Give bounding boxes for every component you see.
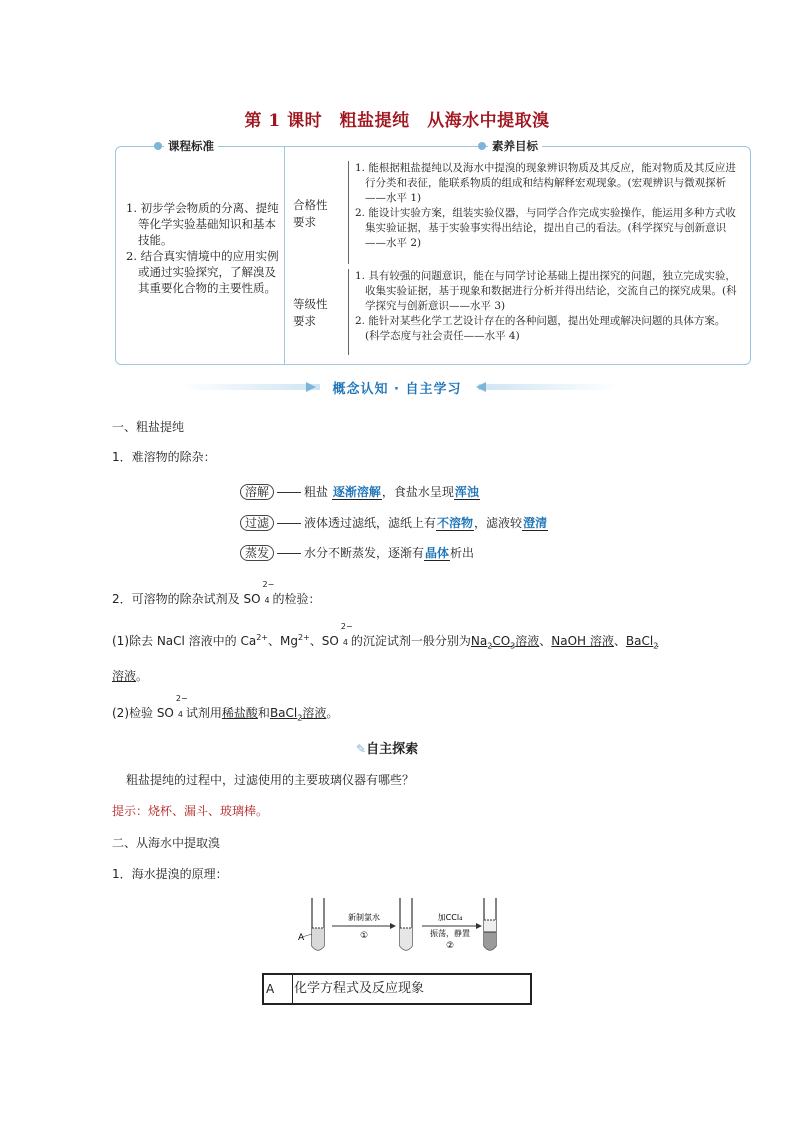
section1-item2: 2．可溶物的除杂试剂及 SO 2− 4 的检验：: [112, 580, 321, 606]
explore-heading: ✎自主探索: [356, 742, 419, 757]
goal-item: 2. 能设计实验方案，组装实验仪器，与同学合作完成实验操作，能运用多种方式收集实验证据，基于实验事实得出结论，提出自己的看法。(科学探究与创新意识——水平 2): [355, 207, 736, 249]
answer-blank: 逐渐溶解: [332, 485, 381, 499]
step-evaporate: 蒸发 水分不断蒸发，逐渐有晶体析出: [240, 544, 474, 561]
explore-hint: 提示：烧杯、漏斗、玻璃棒。: [112, 804, 269, 818]
banner-text: 概念认知 · 自主学习: [332, 382, 462, 397]
page-title: 第 1 课时 粗盐提纯 从海水中提取溴: [244, 111, 550, 131]
arrow2-step: ②: [445, 941, 455, 951]
section2-heading: 二、从海水中提取溴: [112, 836, 221, 850]
step-filter: 过滤 液体透过滤纸，滤纸上有不溶物，滤液较澄清: [240, 514, 548, 531]
explore-question: 粗盐提纯的过程中，过滤使用的主要玻璃仪器有哪些？: [126, 773, 415, 787]
goal-item: 2. 能针对某些化学工艺设计存在的各种问题，提出处理或解决问题的具体方案。(科学态度与社会责任——水平 4): [355, 315, 726, 342]
goal-item: 1. 能根据粗盐提纯以及海水中提溴的现象辨识物质及其反应，能对物质及其反应进行分类和表征，能联系物质的组成和结构解释宏观现象。(宏观辨识与微观探析——水平 1): [355, 162, 736, 204]
answer-bacl2: BaCl$_2$溶液: [269, 706, 327, 723]
section1-heading: 一、粗盐提纯: [112, 420, 185, 434]
sulfate-test: (2)检验 SO 2− 4 试剂用稀盐酸和BaCl$_2$溶液。: [112, 694, 339, 723]
answer-reagent-1: $Na_2CO_3$溶液: [470, 634, 540, 651]
table-cell-a: A: [264, 975, 293, 1003]
step-bubble: 蒸发: [240, 545, 274, 561]
header-curriculum: 课程标准: [164, 138, 218, 154]
removal-reagents: (1)除去 NaCl 溶液中的 $Ca^{2+}$、$Mg^{2+}$、SO 2− 4 的沉淀试剂一般分别为$Na_2CO_3$溶液、NaOH 溶液、BaCl$_2$: [112, 622, 659, 651]
arrow2-sublabel: 振荡，静置: [430, 929, 470, 938]
answer-reagent-2: NaOH 溶液: [551, 634, 614, 648]
level-qualified-label: 合格性 要求: [293, 198, 328, 229]
section2-item1: 1．海水提溴的原理：: [112, 867, 228, 881]
level-qualified-goals: [348, 161, 738, 264]
step-bubble: 过滤: [240, 515, 274, 531]
header-dot-right: [478, 142, 486, 150]
answer-blank: 不溶物: [437, 516, 474, 530]
standards-divider: [284, 146, 285, 365]
answer-blank: 浑浊: [454, 485, 479, 499]
answer-reagent-3: BaCl$_2$: [625, 634, 659, 651]
section-banner: [0, 378, 794, 397]
level-graded-label: 等级性 要求: [293, 297, 328, 328]
equation-table: [262, 973, 532, 1005]
removal-reagents-cont: 溶液。: [112, 669, 149, 683]
section1-item1: 1．难溶物的除杂：: [112, 450, 216, 464]
bromine-extraction-diagram: [290, 892, 510, 962]
standard-item: 2. 结合真实情境中的应用实例或通过实验探究，了解溴及其重要化合物的主要性质。: [126, 249, 279, 295]
header-dot-left: [154, 142, 162, 150]
answer-blank: 澄清: [523, 516, 548, 530]
curriculum-standards: [126, 200, 282, 296]
label-a: A: [298, 933, 305, 943]
pen-icon: ✎: [356, 742, 367, 756]
standard-item: 1. 初步学会物质的分离、提纯等化学实验基础知识和基本技能。: [126, 201, 279, 247]
table-cell-header: 化学方程式及反应现象: [294, 981, 425, 996]
header-goals: 素养目标: [488, 138, 542, 154]
answer-acid: 稀盐酸: [221, 706, 258, 720]
step-bubble: 溶解: [240, 484, 274, 500]
arrow1-label: 新制氯水: [348, 913, 380, 922]
arrow2-label: 加CCl₄: [437, 913, 463, 922]
step-dissolve: 溶解 粗盐 逐渐溶解，食盐水呈现浑浊: [240, 483, 480, 500]
answer-blank: 晶体: [425, 546, 450, 560]
level-graded-goals: [348, 269, 738, 355]
goal-item: 1. 具有较强的问题意识，能在与同学讨论基础上提出探究的问题，独立完成实验，收集实验证据，基于现象和数据进行分析并得出结论，交流自己的探究成果。(科学探究与创新意识——水平 3): [355, 270, 737, 312]
arrow1-step: ①: [359, 931, 369, 941]
